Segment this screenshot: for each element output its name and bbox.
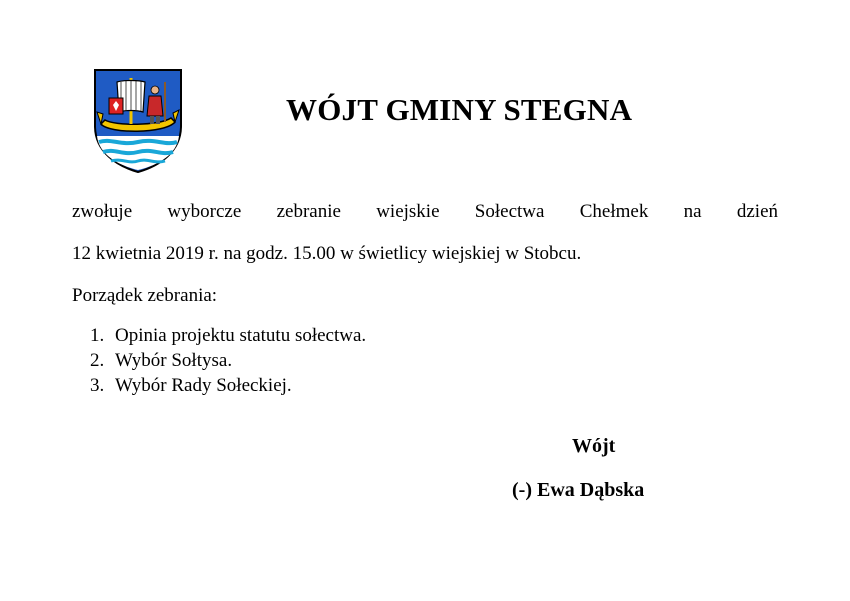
agenda-item-text: Wybór Sołtysa. xyxy=(115,350,233,371)
agenda-item-number: 2. xyxy=(90,350,105,371)
coat-of-arms-ship-icon xyxy=(93,68,183,174)
agenda-item-number: 1. xyxy=(90,325,105,346)
page-title: WÓJT GMINY STEGNA xyxy=(286,92,633,127)
signature-title: Wójt xyxy=(572,435,616,457)
agenda-heading: Porządek zebrania: xyxy=(72,285,218,306)
announcement-line-2: 12 kwietnia 2019 r. na godz. 15.00 w świetlicy wiejskiej w Stobcu. xyxy=(72,243,582,264)
agenda-item xyxy=(90,323,366,348)
agenda-item xyxy=(90,373,366,398)
announcement-line-1: zwołuje wyborcze zebranie wiejskie Sołectwa Chełmek na dzień xyxy=(72,201,778,222)
agenda-list xyxy=(90,323,366,398)
agenda-item-text: Wybór Rady Sołeckiej. xyxy=(115,375,292,396)
signature-name: (-) Ewa Dąbska xyxy=(512,479,645,501)
agenda-item xyxy=(90,348,366,373)
agenda-item-number: 3. xyxy=(90,375,105,396)
agenda-item-text: Opinia projektu statutu sołectwa. xyxy=(115,325,367,346)
